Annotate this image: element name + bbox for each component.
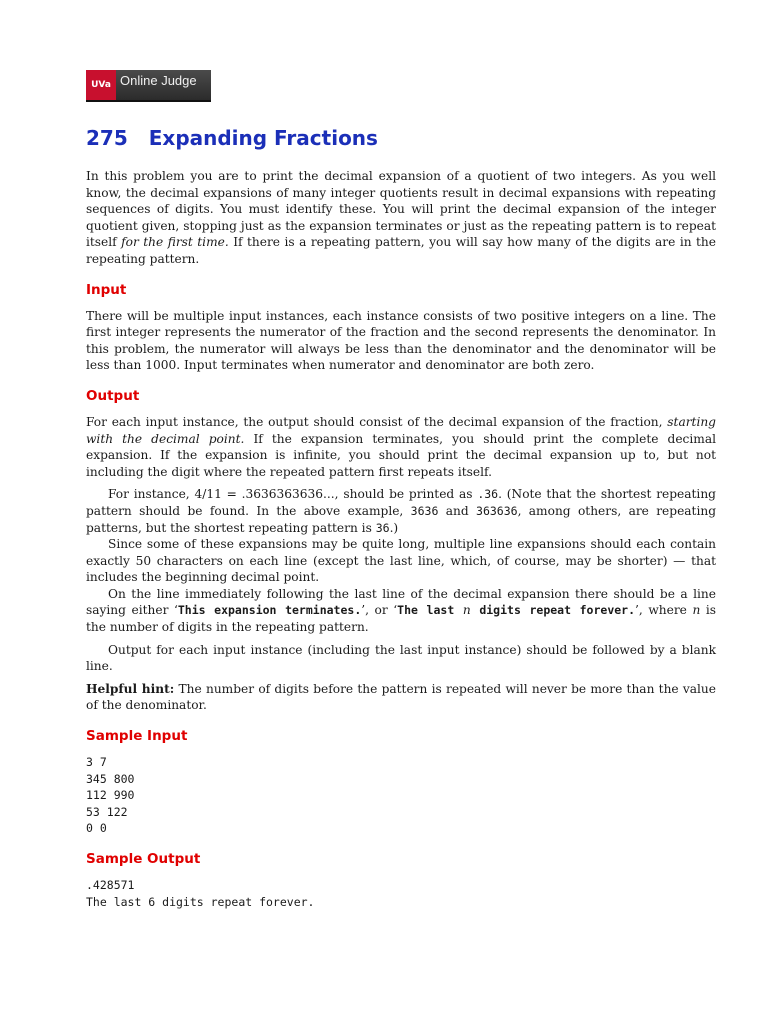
sample-input-heading: Sample Input bbox=[86, 728, 188, 745]
sample-input-block bbox=[86, 754, 716, 837]
input-heading: Input bbox=[86, 281, 127, 298]
code-line: .428571 bbox=[86, 878, 135, 892]
sample-output-block bbox=[86, 877, 716, 910]
output-paragraph-4: On the line immediately following the last line of the decimal expansion there should be a line saying either ‘This expansion terminates.’, or ‘The last n digits repeat forever.’, where n is the number of digits in the repeating pattern. bbox=[86, 586, 717, 635]
output-paragraph-2: For instance, 4/11 = .3636363636..., should be printed as .36. (Note that the shortest repeating pattern should be found. In the above example, 3636 and 363636, among others, are repeating patterns, but the shortest repeating pattern is 36.) bbox=[86, 487, 716, 535]
problem-name: Expanding Fractions bbox=[148, 126, 378, 150]
code-line: 0 0 bbox=[86, 821, 107, 836]
hint-label: Helpful hint: bbox=[86, 681, 175, 696]
sample-output-heading: Sample Output bbox=[86, 851, 201, 867]
code-line: The last 6 digits repeat forever. bbox=[86, 894, 315, 909]
uva-logo-mark: UVa bbox=[86, 70, 116, 100]
output-paragraph-5: Output for each input instance (including the last input instance) should be followed by a blank line. bbox=[86, 642, 716, 674]
code-line: 112 990 bbox=[86, 788, 135, 803]
uva-online-judge-logo[interactable] bbox=[86, 70, 211, 102]
logo-text: Online Judge bbox=[120, 73, 197, 88]
output-paragraph-3: Since some of these expansions may be quite long, multiple line expansions should each contain exactly 50 characters on each line (except the last line, which, of course, may be shorter) — that includes the beginning decimal point. bbox=[86, 537, 716, 585]
input-paragraph: There will be multiple input instances, each instance consists of two positive integers on a line. The first integer represents the numerator of the fraction and the second represents the denominator. In this problem, the numerator will always be less than the denominator and the denominator will be less than 1000. Input terminates when numerator and denominator are both zero. bbox=[86, 308, 716, 373]
code-line: 53 122 bbox=[86, 804, 128, 819]
problem-title bbox=[86, 126, 716, 150]
output-paragraph-1: For each input instance, the output should consist of the decimal expansion of the fraction, starting with the decimal point. If the expansion terminates, you should print the complete decimal expansion. If the expansion is infinite, you should print the decimal expansion up to, but not including the digit where the repeated pattern first repeats itself. bbox=[86, 414, 717, 479]
code-line: 345 800 bbox=[86, 771, 135, 786]
helpful-hint: Helpful hint: The number of digits before the pattern is repeated will never be more than the value of the denominator. bbox=[86, 681, 716, 713]
output-heading: Output bbox=[86, 387, 140, 404]
code-line: 3 7 bbox=[86, 755, 107, 770]
intro-paragraph: In this problem you are to print the decimal expansion of a quotient of two integers. As you well know, the decimal expansions of many integer quotients result in decimal expansions with repeating sequences of digits. You must identify these. You will print the decimal expansion of the integer quotient given, stopping just as the expansion terminates or just as the repeating pattern is to repeat itself for the first time. If there is a repeating pattern, you will say how many of the digits are in the repeating pattern. bbox=[86, 169, 716, 266]
problem-page bbox=[86, 70, 716, 910]
problem-number: 275 bbox=[86, 126, 128, 150]
